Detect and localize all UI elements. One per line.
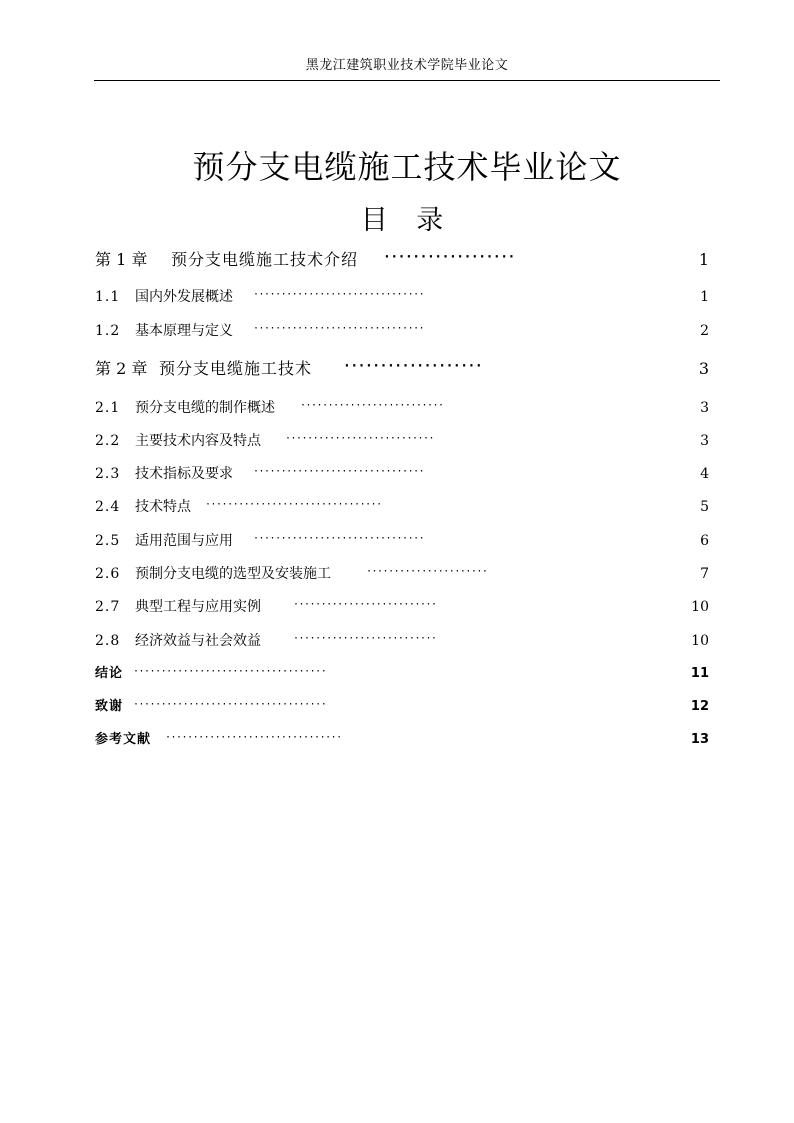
toc-entry-page: 1 xyxy=(700,289,709,305)
toc-leader-dots: ································ xyxy=(205,499,382,510)
toc-entry-title: 国内外发展概述 xyxy=(135,289,233,305)
toc-entry-page: 2 xyxy=(700,323,709,339)
toc-entry-number: 1.2 xyxy=(95,323,121,339)
header-rule xyxy=(94,80,720,81)
toc-entry-page: 5 xyxy=(700,499,709,515)
toc-entry-title: 技术指标及要求 xyxy=(135,466,233,482)
toc-leader-dots: ··································· xyxy=(133,699,327,710)
toc-entry[interactable] xyxy=(95,249,709,271)
toc-entry[interactable] xyxy=(95,463,709,485)
toc-entry-page: 3 xyxy=(698,359,709,378)
toc-entry-page: 10 xyxy=(691,599,709,615)
toc-leader-dots: ·························· xyxy=(300,400,444,411)
toc-entry[interactable] xyxy=(95,286,709,308)
toc-entry-page: 1 xyxy=(698,250,709,269)
toc-leader-dots: ································ xyxy=(165,732,342,743)
toc-entry-number: 2.7 xyxy=(95,599,121,615)
toc-leader-dots: ·················· xyxy=(383,250,515,265)
toc-entry-number: 2.1 xyxy=(95,400,121,416)
toc-entry-page: 11 xyxy=(690,666,709,681)
toc-heading: 目 录 xyxy=(360,205,454,236)
toc-entry-number: 2.3 xyxy=(95,466,121,482)
toc-leader-dots: ··································· xyxy=(133,666,327,677)
toc-entry-number: 第 1 章 xyxy=(95,250,148,269)
toc-entry-title: 结论 xyxy=(95,666,124,681)
toc-entry[interactable] xyxy=(95,358,709,380)
toc-entry-title: 技术特点 xyxy=(135,499,191,515)
toc-entry-title: 预分支电缆的制作概述 xyxy=(135,400,275,416)
document-title: 预分支电缆施工技术毕业论文 xyxy=(192,148,622,186)
toc-entry[interactable] xyxy=(95,630,709,652)
toc-entry-title: 典型工程与应用实例 xyxy=(135,599,261,615)
toc-leader-dots: ·························· xyxy=(293,599,437,610)
toc-entry-title: 基本原理与定义 xyxy=(135,323,233,339)
toc-entry-page: 3 xyxy=(700,433,709,449)
toc-entry-title: 致谢 xyxy=(95,699,124,714)
toc-entry[interactable] xyxy=(95,430,709,452)
toc-entry-number: 2.4 xyxy=(95,499,121,515)
toc-entry-number: 2.8 xyxy=(95,633,121,649)
toc-entry-title: 预分支电缆施工技术介绍 xyxy=(171,250,359,269)
toc-leader-dots: ······························· xyxy=(253,289,425,300)
toc-entry-number: 2.2 xyxy=(95,433,121,449)
toc-entry-page: 13 xyxy=(690,732,709,747)
toc-entry[interactable] xyxy=(95,530,709,552)
toc-leader-dots: ······················ xyxy=(366,566,488,577)
toc-entry-number: 第 2 章 xyxy=(95,359,148,378)
toc-entry-title: 适用范围与应用 xyxy=(135,533,233,549)
toc-leader-dots: ·························· xyxy=(293,633,437,644)
toc-entry-title: 预制分支电缆的选型及安装施工 xyxy=(135,566,331,582)
toc-entry[interactable] xyxy=(95,696,709,718)
toc-entry[interactable] xyxy=(95,596,709,618)
toc-entry-title: 主要技术内容及特点 xyxy=(135,433,261,449)
toc-entry[interactable] xyxy=(95,563,709,585)
toc-entry-number: 1.1 xyxy=(95,289,121,305)
toc-entry[interactable] xyxy=(95,397,709,419)
toc-entry[interactable] xyxy=(95,320,709,342)
toc-leader-dots: ······························· xyxy=(253,323,425,334)
toc-entry-title: 经济效益与社会效益 xyxy=(135,633,261,649)
toc-entry-number: 2.5 xyxy=(95,533,121,549)
toc-entry-number: 2.6 xyxy=(95,566,121,582)
toc-entry-page: 10 xyxy=(691,633,709,649)
toc-leader-dots: ······························· xyxy=(253,533,425,544)
running-header: 黑龙江建筑职业技术学院毕业论文 xyxy=(305,58,509,73)
toc-entry[interactable] xyxy=(95,729,709,751)
toc-leader-dots: ··························· xyxy=(285,433,435,444)
toc-entry-page: 12 xyxy=(690,699,709,714)
toc-entry-page: 4 xyxy=(700,466,709,482)
toc-entry-title: 参考文献 xyxy=(95,732,152,747)
toc-leader-dots: ··················· xyxy=(343,359,483,374)
toc-entry-page: 6 xyxy=(700,533,709,549)
toc-leader-dots: ······························· xyxy=(253,466,425,477)
toc-entry-title: 预分支电缆施工技术 xyxy=(159,359,313,378)
toc-entry-page: 7 xyxy=(700,566,709,582)
toc-entry-page: 3 xyxy=(700,400,709,416)
toc-entry[interactable] xyxy=(95,663,709,685)
toc-entry[interactable] xyxy=(95,496,709,518)
